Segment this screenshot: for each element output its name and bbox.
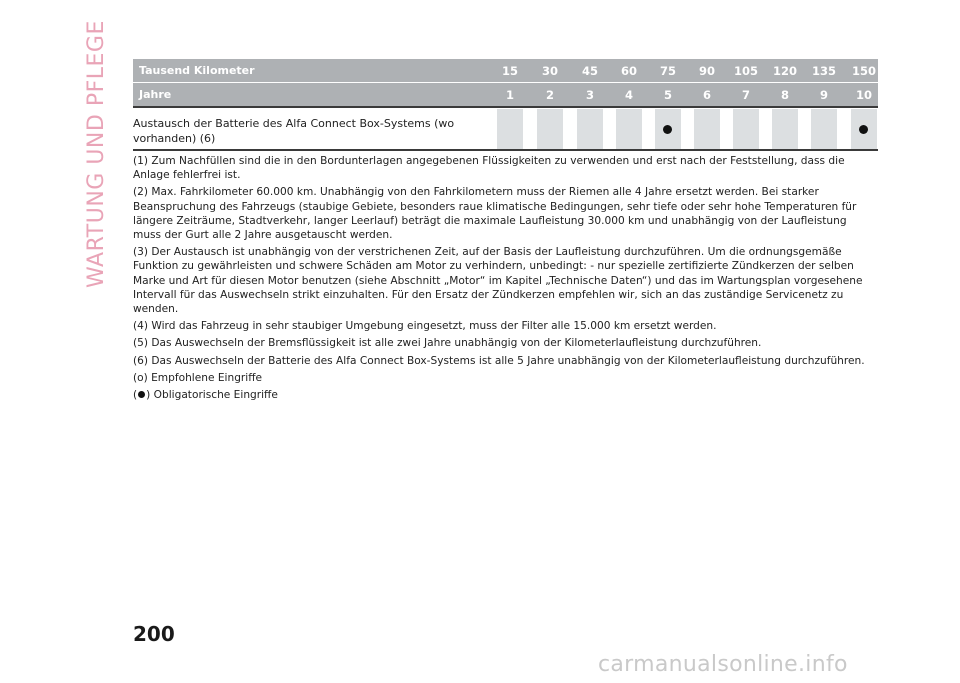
year-interval: 3 bbox=[585, 88, 594, 102]
interval-cell bbox=[497, 109, 523, 149]
km-interval: 30 bbox=[541, 64, 558, 78]
km-interval: 15 bbox=[501, 64, 518, 78]
footnote: (1) Zum Nachfüllen sind die in den Bordunterlagen angegebenen Flüssigkeiten zu verwenden und erst nach der Feststellung, dass die Anlage fehlerfrei ist. bbox=[133, 155, 845, 182]
interval-cell bbox=[537, 109, 563, 149]
footnote: (o) Empfohlene Eingriffe bbox=[133, 371, 263, 384]
interval-cell bbox=[577, 109, 603, 149]
legend-mandatory-text: ) Obligatorische Eingriffe bbox=[146, 389, 278, 402]
km-interval: 45 bbox=[581, 64, 598, 78]
interval-cell bbox=[772, 109, 798, 149]
watermark: carmanualsonline.info bbox=[598, 652, 848, 677]
footnote: (3) Der Austausch ist unabhängig von der verstrichenen Zeit, auf der Basis der Laufleistung durchzuführen. Um die ordnungsgemäße Funktion zu gewährleisten und schwere Schäden am Motor zu verhindern, unbedingt: - nur spezielle zertifizierte Zündkerzen der selben Marke und Art für diesen Motor benutzen (siehe Abschnitt „Motor“ im Kapitel „Technische Daten“) und das im Wartungsplan vorgesehene Intervall für das Auswechseln strikt einzuhalten. Für den Ersatz der Zündkerzen empfehlen wir, sich an das zuständige Servicenetz zu wenden. bbox=[133, 246, 863, 316]
interval-cell bbox=[655, 109, 681, 149]
interval-cell bbox=[811, 109, 837, 149]
year-interval: 1 bbox=[505, 88, 514, 102]
footnote: (6) Das Auswechseln der Batterie des Alfa Connect Box-Systems ist alle 5 Jahre unabhängig von der Kilometerlaufleistung durchzuführen. bbox=[133, 354, 865, 367]
km-interval: 105 bbox=[733, 64, 758, 78]
maintenance-table bbox=[133, 59, 878, 151]
year-interval: 6 bbox=[702, 88, 711, 102]
header-row-km bbox=[133, 59, 878, 82]
legend-open: ( bbox=[133, 389, 138, 402]
footnote: (5) Das Auswechseln der Bremsflüssigkeit ist alle zwei Jahre unabhängig von der Kilometerlaufleistung durchzuführen. bbox=[133, 337, 762, 350]
filled-dot-icon bbox=[663, 125, 672, 134]
header-years-label: Jahre bbox=[139, 88, 172, 101]
year-interval: 2 bbox=[545, 88, 554, 102]
footnote: (2) Max. Fahrkilometer 60.000 km. Unabhängig von den Fahrkilometern muss der Riemen alle 4 Jahre ersetzt werden. Bei starker Beanspruchung des Fahrzeugs (staubige Gebiete, besonders raue klimatische Bedingungen, sehr tiefe oder sehr hohe Temperaturen für längere Zeiträume, Stadtverkehr, langer Leerlauf) beträgt die maximale Laufleistung 30.000 km und unabhängig von der Laufleistung muss der Gurt alle 2 Jahre ausgetauscht werden. bbox=[133, 186, 857, 242]
km-interval: 150 bbox=[851, 64, 876, 78]
interval-cell bbox=[733, 109, 759, 149]
footnotes bbox=[133, 154, 878, 405]
year-interval: 8 bbox=[780, 88, 789, 102]
interval-cell bbox=[694, 109, 720, 149]
filled-dot-icon bbox=[138, 391, 145, 398]
year-interval: 5 bbox=[663, 88, 672, 102]
year-interval: 4 bbox=[624, 88, 633, 102]
chapter-side-title: WARTUNG UND PFLEGE bbox=[84, 20, 109, 288]
header-km-label: Tausend Kilometer bbox=[139, 64, 255, 77]
row-divider bbox=[133, 149, 878, 151]
interval-cell bbox=[851, 109, 877, 149]
year-interval: 10 bbox=[855, 88, 872, 102]
km-interval: 75 bbox=[659, 64, 676, 78]
km-interval: 90 bbox=[698, 64, 715, 78]
row-description: Austausch der Batterie des Alfa Connect Box-Systems (wo vorhanden) (6) bbox=[133, 117, 455, 145]
km-interval: 135 bbox=[811, 64, 836, 78]
footnote: (4) Wird das Fahrzeug in sehr staubiger Umgebung eingesetzt, muss der Filter alle 15.000 km ersetzt werden. bbox=[133, 320, 717, 333]
legend-mandatory bbox=[133, 388, 878, 402]
header-row-years bbox=[133, 83, 878, 106]
year-interval: 9 bbox=[819, 88, 828, 102]
page-number: 200 bbox=[133, 622, 175, 646]
km-interval: 60 bbox=[620, 64, 637, 78]
table-row bbox=[133, 108, 878, 149]
interval-cell bbox=[616, 109, 642, 149]
filled-dot-icon bbox=[859, 125, 868, 134]
year-interval: 7 bbox=[741, 88, 750, 102]
km-interval: 120 bbox=[772, 64, 797, 78]
